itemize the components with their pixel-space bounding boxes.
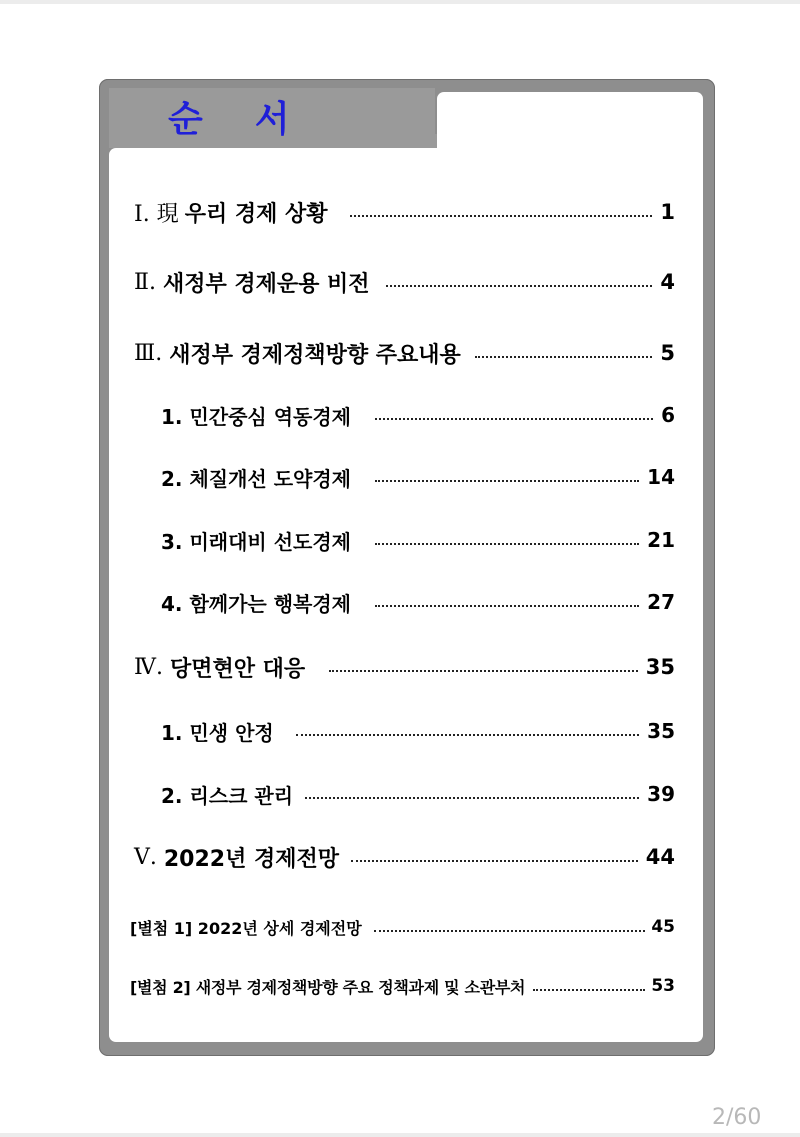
toc-entry-10[interactable]	[0, 777, 800, 811]
toc-page: 27	[647, 590, 675, 614]
toc-page: 1	[660, 200, 675, 224]
toc-entry-attachment-1[interactable]	[0, 910, 800, 944]
toc-numeral: Ⅱ.	[134, 269, 163, 295]
toc-title: 4. 함께가는 행복경제	[161, 591, 351, 616]
toc-leader	[329, 668, 638, 672]
toc-page: 14	[647, 465, 675, 489]
toc-page: 35	[647, 719, 675, 743]
toc-leader	[305, 795, 639, 799]
title-char-1: 순	[168, 99, 203, 140]
toc-title: 3. 미래대비 선도경제	[161, 529, 351, 554]
page-title	[168, 91, 290, 142]
toc-entry-9[interactable]	[0, 714, 800, 748]
toc-numeral: Ⅴ.	[134, 844, 164, 870]
toc-leader	[350, 213, 653, 217]
top-rule	[0, 0, 800, 4]
toc-numeral: Ⅳ.	[134, 654, 170, 680]
toc-title: [별첨 2] 새정부 경제정책방향 주요 정책과제 및 소관부처	[130, 977, 526, 997]
toc-leader	[375, 478, 639, 482]
title-char-2: 서	[254, 99, 290, 140]
toc-title: 2. 체질개선 도약경제	[161, 466, 351, 491]
toc-page: 53	[651, 976, 675, 996]
toc-title: 1. 민생 안정	[161, 720, 274, 745]
toc-leader	[374, 928, 646, 932]
toc-entry-5[interactable]	[0, 460, 800, 494]
toc-page: 35	[645, 655, 675, 679]
toc-entry-4[interactable]	[0, 398, 800, 432]
toc-page: 44	[645, 845, 675, 869]
panel-corner	[421, 134, 437, 148]
toc-title: 1. 민간중심 역동경제	[161, 404, 351, 429]
toc-entry-7[interactable]	[0, 585, 800, 619]
toc-title: 새정부 경제정책방향 주요내용	[169, 342, 461, 368]
toc-title: 2022년 경제전망	[163, 846, 340, 872]
toc-leader	[533, 987, 645, 991]
toc-entry-11[interactable]	[0, 840, 800, 874]
toc-page: 45	[651, 917, 675, 937]
page-counter: 2/60	[712, 1105, 762, 1130]
toc-page: 6	[661, 403, 675, 427]
toc-entry-6[interactable]	[0, 523, 800, 557]
bottom-rule	[0, 1133, 800, 1137]
toc-page: 39	[647, 782, 675, 806]
toc-leader	[475, 354, 653, 358]
toc-leader	[375, 541, 639, 545]
toc-leader	[351, 858, 638, 862]
toc-title: 새정부 경제운용 비전	[162, 271, 370, 297]
toc-title: 우리 경제 상황	[184, 201, 328, 227]
toc-page: 5	[660, 341, 675, 365]
toc-numeral: Ⅰ. 現	[134, 201, 179, 227]
toc-title: 당면현안 대응	[169, 656, 306, 682]
toc-leader	[296, 732, 639, 736]
toc-page: 21	[647, 528, 675, 552]
toc-entry-3[interactable]	[0, 336, 800, 370]
toc-leader	[375, 603, 639, 607]
toc-entry-attachment-2[interactable]	[0, 969, 800, 1003]
toc-numeral: Ⅲ.	[134, 340, 170, 366]
toc-title: 2. 리스크 관리	[161, 783, 294, 808]
toc-entry-8[interactable]	[0, 650, 800, 684]
toc-entry-2[interactable]	[0, 265, 800, 299]
toc-entry-1[interactable]	[0, 195, 800, 229]
toc-leader	[375, 416, 653, 420]
toc-page: 4	[660, 270, 675, 294]
toc-leader	[386, 283, 653, 287]
toc-title: [별첨 1] 2022년 상세 경제전망	[130, 918, 362, 938]
